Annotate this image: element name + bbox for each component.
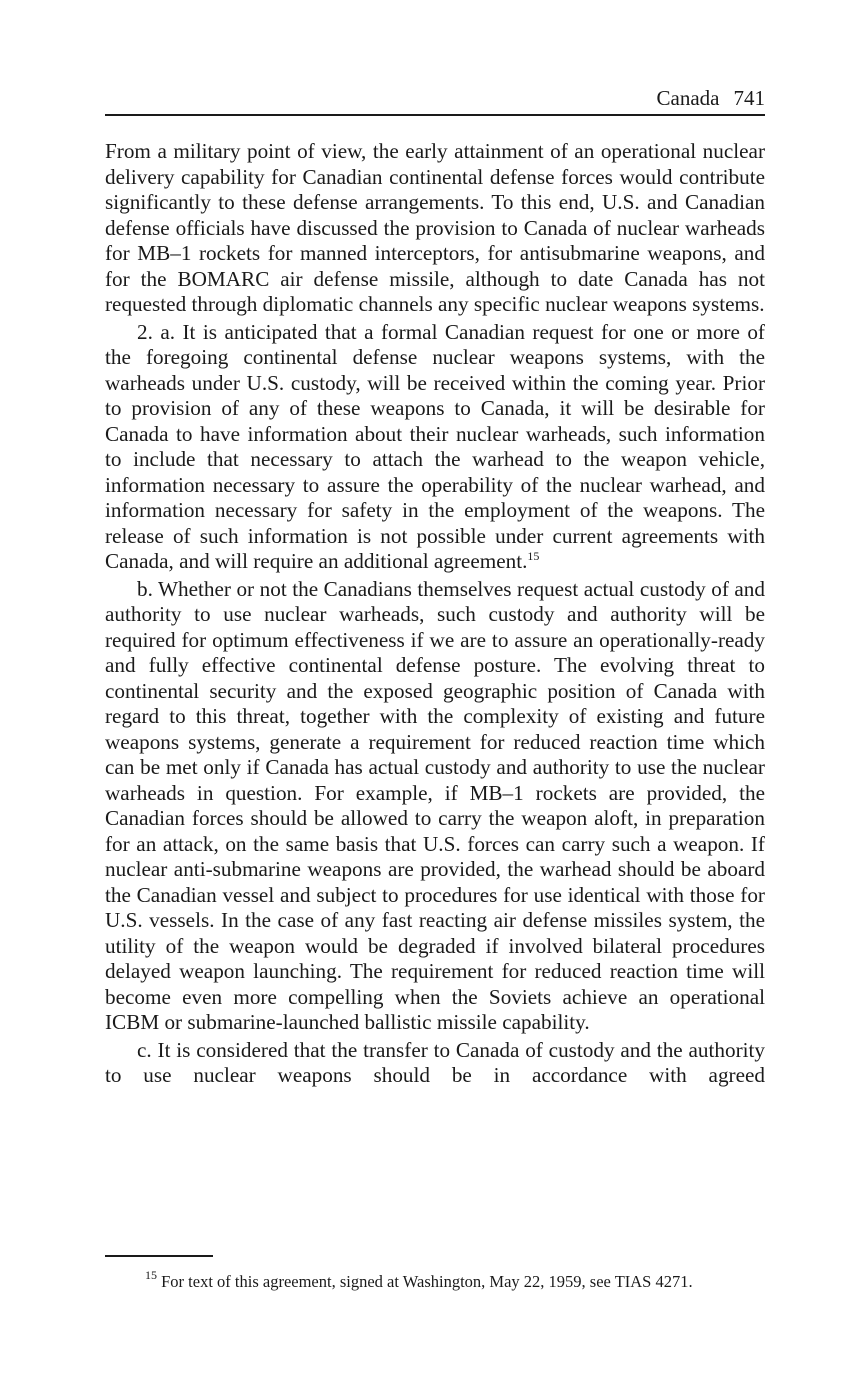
paragraph-2b xyxy=(105,577,765,1036)
paragraph-text: From a military point of view, the early attainment of an operational nuclear delivery capability for Canadian continental defense forces would contribute significantly to these defense arrangements. To this end, U.S. and Canadian defense officials have discussed the provision to Canada of nuclear warheads for MB–1 rockets for manned interceptors, for antisubmarine weapons, and for the BOMARC air defense missile, although to date Canada has not requested through diplomatic channels any specific nuclear weapons systems. xyxy=(105,139,765,316)
footnote xyxy=(145,1268,693,1293)
paragraph-1 xyxy=(105,139,765,318)
header-rule xyxy=(105,114,765,116)
paragraph-text: b. Whether or not the Canadians themselves request actual custody of and authority to use nuclear warheads, such custody and authority will be required for optimum effectiveness if we are to assure an operationally-ready and fully effective continental defense posture. The evolving threat to continental security and the exposed geographic position of Canada with regard to this threat, together with the complexity of existing and future weapons systems, generate a requirement for reduced reaction time which can be met only if Canada has actual custody and authority to use the nuclear warheads in question. For example, if MB–1 rockets are provided, the Canadian forces should be allowed to carry the weapon aloft, in preparation for an attack, on the same basis that U.S. forces can carry such a weapon. If nuclear anti-submarine weapons are provided, the warhead should be aboard the Canadian vessel and subject to procedures for use identical with those for U.S. vessels. In the case of any fast reacting air defense missiles system, the utility of the weapon would be degraded if involved bilateral procedures delayed weapon launching. The requirement for reduced reaction time will become even more compelling when the Soviets achieve an operational ICBM or submarine-launched ballistic missile capability. xyxy=(105,576,765,1034)
running-title: Canada xyxy=(656,86,720,110)
footnote-number: 15 xyxy=(145,1268,157,1282)
paragraph-2c xyxy=(105,1038,765,1089)
footnote-ref: 15 xyxy=(527,549,540,563)
footnote-text: For text of this agreement, signed at Washington, May 22, 1959, see TIAS 4271. xyxy=(161,1272,693,1291)
paragraph-2a xyxy=(105,320,765,575)
page-number: 741 xyxy=(733,86,765,110)
paragraph-text: c. It is considered that the transfer to Canada of custody and the authority to use nuclear weapons should be in accordance with agreed xyxy=(105,1037,765,1087)
body-text xyxy=(105,139,765,1091)
running-header xyxy=(105,86,765,114)
footnote-rule xyxy=(105,1255,213,1257)
paragraph-text: 2. a. It is anticipated that a formal Canadian request for one or more of the foregoing continental defense nuclear weapons systems, with the warheads under U.S. custody, will be received within the coming year. Prior to provision of any of these weapons to Canada, it will be desirable for Canada to have information about their nuclear warheads, such information to include that necessary to attach the warhead to the weapon vehicle, information necessary to assure the operability of the nuclear warhead, and information necessary for safety in the employment of the weapons. The release of such information is not possible under current agreements with Canada, and will require an additional agreement. xyxy=(105,319,765,573)
